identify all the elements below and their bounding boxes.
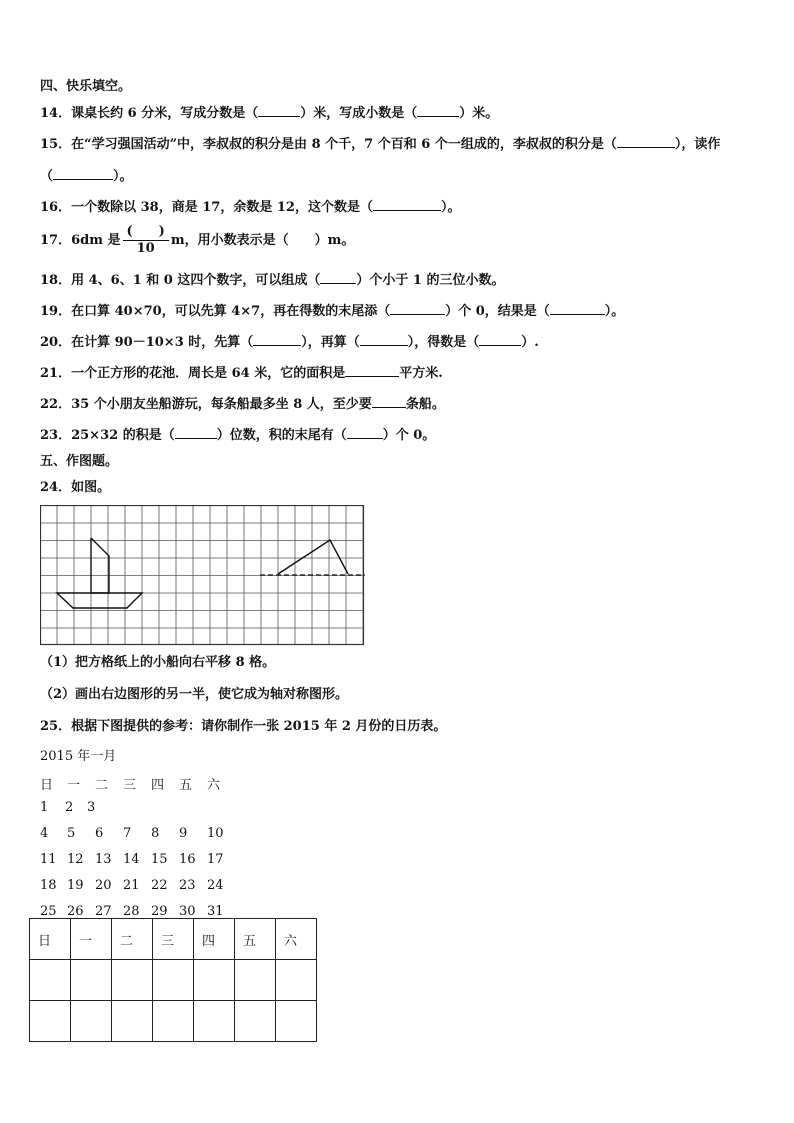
- question-19: 19．在口算 40×70，可以先算 4×7，再在得数的末尾添（ ）个 0，结果是（ ）。: [40, 304, 625, 319]
- question-24-part-2: （2）画出右边图形的另一半，使它成为轴对称图形。: [40, 687, 349, 702]
- calendar-day: 31: [207, 904, 224, 919]
- calendar-day: 29: [151, 904, 168, 919]
- question-15: 15．在“学习强国活动”中，李叔叔的积分是由 8 个千，7 个百和 6 个一组成的，李叔叔的积分是（ ），读作: [40, 137, 721, 152]
- calendar-cell[interactable]: [235, 960, 276, 1001]
- answer-blank[interactable]: [347, 426, 383, 439]
- question-24: 24．如图。: [40, 480, 111, 495]
- calendar-header-cell: 五: [235, 919, 276, 960]
- answer-blank[interactable]: [617, 135, 675, 148]
- calendar-day: 27: [95, 904, 112, 919]
- calendar-day: 18: [40, 878, 57, 893]
- calendar-header-cell: 三: [153, 919, 194, 960]
- calendar-cell[interactable]: [153, 1001, 194, 1042]
- calendar-day: 14: [123, 852, 140, 867]
- answer-blank[interactable]: [372, 395, 406, 408]
- calendar-cell[interactable]: [71, 960, 112, 1001]
- calendar-day: 23: [179, 878, 196, 893]
- boat-hull: [57, 593, 142, 608]
- answer-blank[interactable]: [53, 167, 113, 180]
- calendar-day: 26: [67, 904, 84, 919]
- calendar-day: 15: [151, 852, 168, 867]
- calendar-day: 24: [207, 878, 224, 893]
- question-25: 25．根据下图提供的参考：请你制作一张 2015 年 2 月份的日历表。: [40, 719, 447, 734]
- calendar-day: 20: [95, 878, 112, 893]
- question-22: 22．35 个小朋友坐船游玩，每条船最多坐 8 人，至少要 条船。: [40, 397, 445, 412]
- answer-blank[interactable]: [175, 426, 217, 439]
- question-20: 20．在计算 90－10×3 时，先算（ ），再算（ ），得数是（ ）.: [40, 335, 539, 350]
- weekday-label: 六: [207, 778, 221, 793]
- answer-blank[interactable]: [373, 198, 441, 211]
- calendar-cell[interactable]: [71, 1001, 112, 1042]
- answer-blank[interactable]: [253, 333, 301, 346]
- calendar-header-cell: 日: [30, 919, 71, 960]
- answer-blank[interactable]: [360, 333, 408, 346]
- question-17: 17．6dm 是 $\frac{( )}{10}$ m，用小数表示是（ ）m。: [40, 224, 355, 256]
- calendar-day: 19: [67, 878, 84, 893]
- question-14: 14．课桌长约 6 分米，写成分数是（ ）米，写成小数是（ ）米。: [40, 106, 499, 121]
- calendar-day: 10: [207, 826, 224, 841]
- fraction: [123, 224, 169, 257]
- weekday-label: 五: [179, 778, 193, 793]
- answer-blank[interactable]: [258, 104, 300, 117]
- weekday-label: 日: [40, 778, 54, 793]
- question-15-continued: （ ）。: [40, 169, 133, 184]
- calendar-header-cell: 六: [276, 919, 317, 960]
- calendar-cell[interactable]: [153, 960, 194, 1001]
- calendar-day: 11: [40, 852, 57, 867]
- answer-blank[interactable]: [479, 333, 521, 346]
- calendar-day: 30: [179, 904, 196, 919]
- calendar-day: 1: [40, 800, 49, 815]
- question-23: 23．25×32 的积是（ ）位数，积的末尾有（ ）个 0。: [40, 428, 436, 443]
- calendar-cell[interactable]: [112, 1001, 153, 1042]
- calendar-day: 6: [95, 826, 104, 841]
- calendar-day: 22: [151, 878, 168, 893]
- weekday-label: 一: [67, 778, 81, 793]
- calendar-cell[interactable]: [194, 1001, 235, 1042]
- calendar-cell[interactable]: [30, 960, 71, 1001]
- grid-border: [41, 506, 364, 645]
- fraction-numerator[interactable]: ( ): [123, 224, 169, 241]
- answer-blank[interactable]: [320, 271, 356, 284]
- calendar-cell[interactable]: [30, 1001, 71, 1042]
- answer-blank[interactable]: [390, 302, 445, 315]
- calendar-day: 21: [123, 878, 140, 893]
- calendar-day: 9: [179, 826, 188, 841]
- answer-blank[interactable]: [550, 302, 605, 315]
- section-5-title: 五、作图题。: [40, 454, 119, 469]
- calendar-day: 3: [87, 800, 96, 815]
- calendar-cell[interactable]: [276, 1001, 317, 1042]
- calendar-day: 7: [123, 826, 132, 841]
- question-21: 21．一个正方形的花池．周长是 64 米，它的面积是 平方米.: [40, 366, 443, 381]
- boat-sail: [91, 538, 109, 593]
- weekday-label: 二: [95, 778, 109, 793]
- question-24-part-1: （1）把方格纸上的小船向右平移 8 格。: [40, 655, 276, 670]
- calendar-cell[interactable]: [276, 960, 317, 1001]
- calendar-day: 12: [67, 852, 84, 867]
- calendar-day: 25: [40, 904, 57, 919]
- grid-paper[interactable]: [40, 505, 366, 647]
- weekday-label: 三: [123, 778, 137, 793]
- calendar-cell[interactable]: [194, 960, 235, 1001]
- calendar-cell[interactable]: [112, 960, 153, 1001]
- calendar-day: 17: [207, 852, 224, 867]
- calendar-day: 28: [123, 904, 140, 919]
- answer-blank[interactable]: [345, 364, 399, 377]
- calendar-cell[interactable]: [235, 1001, 276, 1042]
- half-triangle: [278, 540, 348, 574]
- fraction-denominator: 10: [136, 241, 155, 256]
- calendar-day: 5: [67, 826, 76, 841]
- calendar-header-cell: 二: [112, 919, 153, 960]
- calendar-day: 16: [179, 852, 196, 867]
- calendar-header-cell: 四: [194, 919, 235, 960]
- answer-blank[interactable]: [417, 104, 459, 117]
- weekday-label: 四: [151, 778, 165, 793]
- calendar-header-cell: 一: [71, 919, 112, 960]
- calendar-day: 4: [40, 826, 49, 841]
- question-16: 16．一个数除以 38，商是 17，余数是 12，这个数是（ ）。: [40, 200, 461, 215]
- calendar-day: 8: [151, 826, 160, 841]
- blank-calendar-table: [29, 918, 317, 1042]
- calendar-day: 13: [95, 852, 112, 867]
- section-4-title: 四、快乐填空。: [40, 79, 132, 94]
- calendar-title: 2015 年一月: [40, 749, 117, 764]
- calendar-day: 2: [65, 800, 74, 815]
- question-18: 18．用 4、6、1 和 0 这四个数字，可以组成（ ）个小于 1 的三位小数。: [40, 273, 505, 288]
